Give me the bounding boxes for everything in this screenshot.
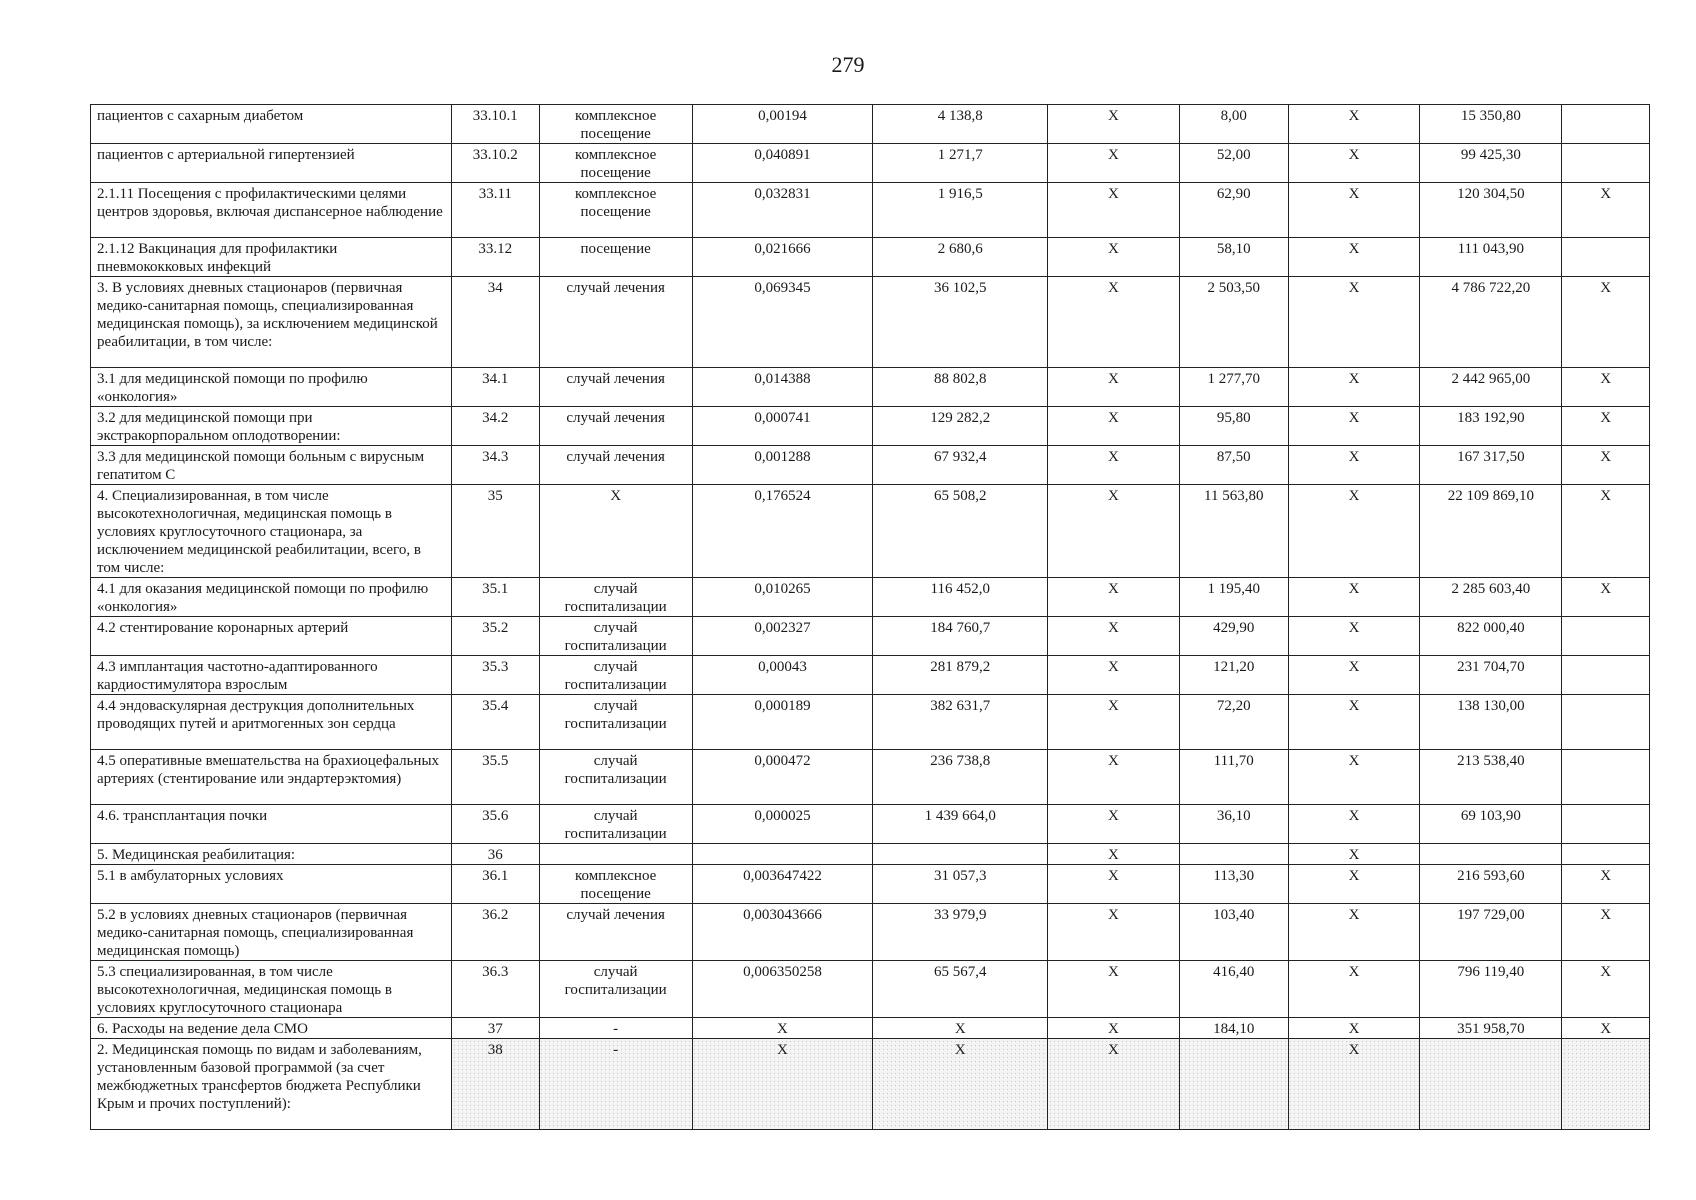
row-share-cell: X	[1562, 183, 1650, 238]
row-norm-cell: X	[692, 1039, 873, 1130]
row-cost-cell: 184 760,7	[873, 617, 1048, 656]
row-unit-cell: случай госпитализации	[539, 750, 692, 805]
row-oms-total-cell: 183 192,90	[1420, 407, 1562, 446]
row-oms-per-capita-cell: 95,80	[1179, 407, 1288, 446]
row-norm-cell: 0,001288	[692, 446, 873, 485]
row-oms-total-cell: 2 442 965,00	[1420, 368, 1562, 407]
row-budget-per-capita-cell: X	[1048, 238, 1179, 277]
table-row	[91, 750, 1650, 805]
row-budget-total-cell: X	[1288, 904, 1419, 961]
row-oms-per-capita-cell: 11 563,80	[1179, 485, 1288, 578]
row-code-cell: 38	[452, 1039, 540, 1130]
row-norm-cell: 0,003043666	[692, 904, 873, 961]
row-code-cell: 35.1	[452, 578, 540, 617]
row-unit-cell: X	[539, 485, 692, 578]
row-unit-cell	[539, 844, 692, 865]
row-unit-cell: случай лечения	[539, 368, 692, 407]
table-row	[91, 446, 1650, 485]
row-code-cell: 35.2	[452, 617, 540, 656]
row-budget-per-capita-cell: X	[1048, 105, 1179, 144]
row-cost-cell	[873, 844, 1048, 865]
row-budget-total-cell: X	[1288, 1039, 1419, 1130]
row-budget-total-cell: X	[1288, 144, 1419, 183]
row-cost-cell: 1 271,7	[873, 144, 1048, 183]
row-budget-total-cell: X	[1288, 750, 1419, 805]
row-norm-cell: 0,00194	[692, 105, 873, 144]
row-name-cell: 3. В условиях дневных стационаров (первичная медико-санитарная помощь, специализированная медицинская помощь), за исключением медицинской реабилитации, в том числе:	[91, 277, 452, 368]
row-budget-total-cell: X	[1288, 407, 1419, 446]
row-budget-per-capita-cell: X	[1048, 446, 1179, 485]
row-budget-total-cell: X	[1288, 578, 1419, 617]
table-row	[91, 656, 1650, 695]
row-share-cell: X	[1562, 485, 1650, 578]
row-oms-total-cell: 231 704,70	[1420, 656, 1562, 695]
row-norm-cell: 0,021666	[692, 238, 873, 277]
row-share-cell: X	[1562, 407, 1650, 446]
row-norm-cell: 0,000741	[692, 407, 873, 446]
row-unit-cell: случай лечения	[539, 407, 692, 446]
row-budget-total-cell: X	[1288, 865, 1419, 904]
row-unit-cell: случай госпитализации	[539, 805, 692, 844]
row-unit-cell: -	[539, 1018, 692, 1039]
row-share-cell	[1562, 656, 1650, 695]
row-budget-total-cell: X	[1288, 446, 1419, 485]
row-share-cell: X	[1562, 578, 1650, 617]
row-oms-total-cell: 99 425,30	[1420, 144, 1562, 183]
row-norm-cell: 0,014388	[692, 368, 873, 407]
row-unit-cell: случай госпитализации	[539, 578, 692, 617]
row-cost-cell: 236 738,8	[873, 750, 1048, 805]
row-name-cell: 3.3 для медицинской помощи больным с вирусным гепатитом С	[91, 446, 452, 485]
row-oms-per-capita-cell	[1179, 1039, 1288, 1130]
row-norm-cell: 0,000025	[692, 805, 873, 844]
row-oms-per-capita-cell: 103,40	[1179, 904, 1288, 961]
row-oms-total-cell: 69 103,90	[1420, 805, 1562, 844]
row-budget-total-cell: X	[1288, 485, 1419, 578]
row-code-cell: 35.5	[452, 750, 540, 805]
row-oms-per-capita-cell: 184,10	[1179, 1018, 1288, 1039]
row-cost-cell: 2 680,6	[873, 238, 1048, 277]
row-norm-cell: 0,002327	[692, 617, 873, 656]
row-budget-total-cell: X	[1288, 183, 1419, 238]
table-row	[91, 617, 1650, 656]
row-budget-per-capita-cell: X	[1048, 904, 1179, 961]
row-oms-per-capita-cell: 52,00	[1179, 144, 1288, 183]
row-oms-per-capita-cell: 87,50	[1179, 446, 1288, 485]
row-code-cell: 36.2	[452, 904, 540, 961]
row-budget-per-capita-cell: X	[1048, 805, 1179, 844]
row-budget-per-capita-cell: X	[1048, 1018, 1179, 1039]
row-name-cell: 4.5 оперативные вмешательства на брахиоцефальных артериях (стентирование или эндартерэктомия)	[91, 750, 452, 805]
row-oms-total-cell: 822 000,40	[1420, 617, 1562, 656]
row-budget-per-capita-cell: X	[1048, 844, 1179, 865]
row-code-cell: 37	[452, 1018, 540, 1039]
table-row	[91, 407, 1650, 446]
row-cost-cell: 1 439 664,0	[873, 805, 1048, 844]
table-row	[91, 238, 1650, 277]
row-oms-total-cell: 197 729,00	[1420, 904, 1562, 961]
row-budget-per-capita-cell: X	[1048, 407, 1179, 446]
row-budget-per-capita-cell: X	[1048, 656, 1179, 695]
row-share-cell	[1562, 750, 1650, 805]
row-unit-cell: случай лечения	[539, 446, 692, 485]
row-name-cell: 5. Медицинская реабилитация:	[91, 844, 452, 865]
row-budget-total-cell: X	[1288, 844, 1419, 865]
row-name-cell: 4.4 эндоваскулярная деструкция дополнительных проводящих путей и аритмогенных зон сердца	[91, 695, 452, 750]
row-budget-total-cell: X	[1288, 1018, 1419, 1039]
row-code-cell: 34.2	[452, 407, 540, 446]
row-cost-cell: 129 282,2	[873, 407, 1048, 446]
row-code-cell: 35.6	[452, 805, 540, 844]
row-oms-per-capita-cell: 113,30	[1179, 865, 1288, 904]
table-row	[91, 695, 1650, 750]
financing-table	[90, 104, 1650, 1130]
table-row	[91, 368, 1650, 407]
row-budget-total-cell: X	[1288, 105, 1419, 144]
row-oms-per-capita-cell: 72,20	[1179, 695, 1288, 750]
row-share-cell: X	[1562, 904, 1650, 961]
row-oms-per-capita-cell: 36,10	[1179, 805, 1288, 844]
row-budget-per-capita-cell: X	[1048, 368, 1179, 407]
row-unit-cell: случай госпитализации	[539, 617, 692, 656]
row-name-cell: 4.2 стентирование коронарных артерий	[91, 617, 452, 656]
row-oms-total-cell: 216 593,60	[1420, 865, 1562, 904]
row-unit-cell: случай лечения	[539, 904, 692, 961]
row-cost-cell: 36 102,5	[873, 277, 1048, 368]
row-budget-total-cell: X	[1288, 617, 1419, 656]
table-row	[91, 865, 1650, 904]
row-budget-total-cell: X	[1288, 368, 1419, 407]
row-oms-total-cell: 138 130,00	[1420, 695, 1562, 750]
row-norm-cell	[692, 844, 873, 865]
row-code-cell: 36.3	[452, 961, 540, 1018]
row-oms-total-cell: 15 350,80	[1420, 105, 1562, 144]
table-row	[91, 1039, 1650, 1130]
row-oms-total-cell: 111 043,90	[1420, 238, 1562, 277]
row-name-cell: 4.1 для оказания медицинской помощи по профилю «онкология»	[91, 578, 452, 617]
row-share-cell: X	[1562, 1018, 1650, 1039]
row-oms-total-cell: 22 109 869,10	[1420, 485, 1562, 578]
row-name-cell: 5.3 специализированная, в том числе высокотехнологичная, медицинская помощь в условиях круглосуточного стационара	[91, 961, 452, 1018]
row-oms-per-capita-cell: 62,90	[1179, 183, 1288, 238]
row-code-cell: 34.3	[452, 446, 540, 485]
row-norm-cell: 0,00043	[692, 656, 873, 695]
row-oms-per-capita-cell: 58,10	[1179, 238, 1288, 277]
row-norm-cell: 0,003647422	[692, 865, 873, 904]
table-row	[91, 183, 1650, 238]
row-norm-cell: 0,006350258	[692, 961, 873, 1018]
row-code-cell: 35.3	[452, 656, 540, 695]
row-norm-cell: 0,176524	[692, 485, 873, 578]
row-name-cell: пациентов с сахарным диабетом	[91, 105, 452, 144]
row-oms-total-cell	[1420, 1039, 1562, 1130]
table-row	[91, 105, 1650, 144]
row-oms-per-capita-cell: 2 503,50	[1179, 277, 1288, 368]
row-unit-cell: комплексное посещение	[539, 183, 692, 238]
row-oms-total-cell: 4 786 722,20	[1420, 277, 1562, 368]
row-cost-cell: X	[873, 1018, 1048, 1039]
row-share-cell: X	[1562, 277, 1650, 368]
row-share-cell	[1562, 844, 1650, 865]
row-share-cell	[1562, 238, 1650, 277]
table-row	[91, 485, 1650, 578]
row-share-cell: X	[1562, 368, 1650, 407]
row-code-cell: 33.10.2	[452, 144, 540, 183]
row-cost-cell: 33 979,9	[873, 904, 1048, 961]
row-oms-total-cell: 167 317,50	[1420, 446, 1562, 485]
table-row	[91, 805, 1650, 844]
row-share-cell: X	[1562, 865, 1650, 904]
row-cost-cell: 281 879,2	[873, 656, 1048, 695]
table-row	[91, 277, 1650, 368]
row-cost-cell: 116 452,0	[873, 578, 1048, 617]
table-row	[91, 904, 1650, 961]
row-code-cell: 35.4	[452, 695, 540, 750]
row-oms-per-capita-cell: 1 277,70	[1179, 368, 1288, 407]
row-name-cell: 2.1.12 Вакцинация для профилактики пневмококковых инфекций	[91, 238, 452, 277]
row-budget-per-capita-cell: X	[1048, 961, 1179, 1018]
row-oms-per-capita-cell	[1179, 844, 1288, 865]
row-code-cell: 33.11	[452, 183, 540, 238]
row-oms-per-capita-cell: 1 195,40	[1179, 578, 1288, 617]
row-cost-cell: X	[873, 1039, 1048, 1130]
row-unit-cell: комплексное посещение	[539, 144, 692, 183]
row-budget-total-cell: X	[1288, 238, 1419, 277]
row-budget-per-capita-cell: X	[1048, 865, 1179, 904]
row-unit-cell: случай лечения	[539, 277, 692, 368]
row-name-cell: пациентов с артериальной гипертензией	[91, 144, 452, 183]
row-norm-cell: X	[692, 1018, 873, 1039]
table-row	[91, 1018, 1650, 1039]
row-oms-total-cell: 213 538,40	[1420, 750, 1562, 805]
row-name-cell: 5.1 в амбулаторных условиях	[91, 865, 452, 904]
row-code-cell: 35	[452, 485, 540, 578]
row-oms-total-cell	[1420, 844, 1562, 865]
row-unit-cell: комплексное посещение	[539, 865, 692, 904]
table-row	[91, 144, 1650, 183]
row-cost-cell: 31 057,3	[873, 865, 1048, 904]
row-oms-total-cell: 2 285 603,40	[1420, 578, 1562, 617]
row-norm-cell: 0,069345	[692, 277, 873, 368]
row-share-cell	[1562, 695, 1650, 750]
row-oms-per-capita-cell: 8,00	[1179, 105, 1288, 144]
row-share-cell: X	[1562, 446, 1650, 485]
table-row	[91, 961, 1650, 1018]
row-oms-per-capita-cell: 121,20	[1179, 656, 1288, 695]
row-cost-cell: 67 932,4	[873, 446, 1048, 485]
row-oms-total-cell: 120 304,50	[1420, 183, 1562, 238]
row-norm-cell: 0,032831	[692, 183, 873, 238]
row-budget-total-cell: X	[1288, 805, 1419, 844]
row-name-cell: 6. Расходы на ведение дела СМО	[91, 1018, 452, 1039]
row-code-cell: 34.1	[452, 368, 540, 407]
table-row	[91, 844, 1650, 865]
row-code-cell: 34	[452, 277, 540, 368]
row-oms-per-capita-cell: 416,40	[1179, 961, 1288, 1018]
row-name-cell: 4. Специализированная, в том числе высокотехнологичная, медицинская помощь в условиях круглосуточного стационара, за исключением медицинской реабилитации, всего, в том числе:	[91, 485, 452, 578]
row-name-cell: 2.1.11 Посещения с профилактическими целями центров здоровья, включая диспансерное наблюдение	[91, 183, 452, 238]
row-budget-per-capita-cell: X	[1048, 750, 1179, 805]
row-name-cell: 4.3 имплантация частотно-адаптированного кардиостимулятора взрослым	[91, 656, 452, 695]
row-name-cell: 5.2 в условиях дневных стационаров (первичная медико-санитарная помощь, специализированная медицинская помощь)	[91, 904, 452, 961]
row-norm-cell: 0,000472	[692, 750, 873, 805]
row-unit-cell: комплексное посещение	[539, 105, 692, 144]
row-share-cell: X	[1562, 961, 1650, 1018]
row-share-cell	[1562, 805, 1650, 844]
row-name-cell: 2. Медицинская помощь по видам и заболеваниям, установленным базовой программой (за счет межбюджетных трансфертов бюджета Республики Крым и прочих поступлений):	[91, 1039, 452, 1130]
row-name-cell: 4.6. трансплантация почки	[91, 805, 452, 844]
table-row	[91, 578, 1650, 617]
row-share-cell	[1562, 1039, 1650, 1130]
row-code-cell: 33.10.1	[452, 105, 540, 144]
row-budget-per-capita-cell: X	[1048, 1039, 1179, 1130]
row-cost-cell: 65 508,2	[873, 485, 1048, 578]
row-budget-per-capita-cell: X	[1048, 183, 1179, 238]
row-unit-cell: посещение	[539, 238, 692, 277]
row-code-cell: 36.1	[452, 865, 540, 904]
row-name-cell: 3.1 для медицинской помощи по профилю «онкология»	[91, 368, 452, 407]
row-oms-per-capita-cell: 111,70	[1179, 750, 1288, 805]
row-unit-cell: -	[539, 1039, 692, 1130]
row-budget-per-capita-cell: X	[1048, 695, 1179, 750]
row-cost-cell: 4 138,8	[873, 105, 1048, 144]
row-budget-per-capita-cell: X	[1048, 485, 1179, 578]
row-unit-cell: случай госпитализации	[539, 961, 692, 1018]
row-norm-cell: 0,010265	[692, 578, 873, 617]
row-cost-cell: 382 631,7	[873, 695, 1048, 750]
row-code-cell: 33.12	[452, 238, 540, 277]
row-budget-per-capita-cell: X	[1048, 617, 1179, 656]
row-unit-cell: случай госпитализации	[539, 695, 692, 750]
row-budget-per-capita-cell: X	[1048, 578, 1179, 617]
row-norm-cell: 0,040891	[692, 144, 873, 183]
row-budget-total-cell: X	[1288, 656, 1419, 695]
row-unit-cell: случай госпитализации	[539, 656, 692, 695]
page-number: 279	[831, 52, 865, 77]
row-oms-total-cell: 351 958,70	[1420, 1018, 1562, 1039]
row-share-cell	[1562, 144, 1650, 183]
row-cost-cell: 65 567,4	[873, 961, 1048, 1018]
row-budget-total-cell: X	[1288, 277, 1419, 368]
row-name-cell: 3.2 для медицинской помощи при экстракорпоральном оплодотворении:	[91, 407, 452, 446]
row-budget-total-cell: X	[1288, 961, 1419, 1018]
row-cost-cell: 1 916,5	[873, 183, 1048, 238]
row-budget-per-capita-cell: X	[1048, 277, 1179, 368]
row-oms-total-cell: 796 119,40	[1420, 961, 1562, 1018]
row-share-cell	[1562, 617, 1650, 656]
row-norm-cell: 0,000189	[692, 695, 873, 750]
row-cost-cell: 88 802,8	[873, 368, 1048, 407]
row-budget-per-capita-cell: X	[1048, 144, 1179, 183]
row-budget-total-cell: X	[1288, 695, 1419, 750]
row-share-cell	[1562, 105, 1650, 144]
row-code-cell: 36	[452, 844, 540, 865]
row-oms-per-capita-cell: 429,90	[1179, 617, 1288, 656]
